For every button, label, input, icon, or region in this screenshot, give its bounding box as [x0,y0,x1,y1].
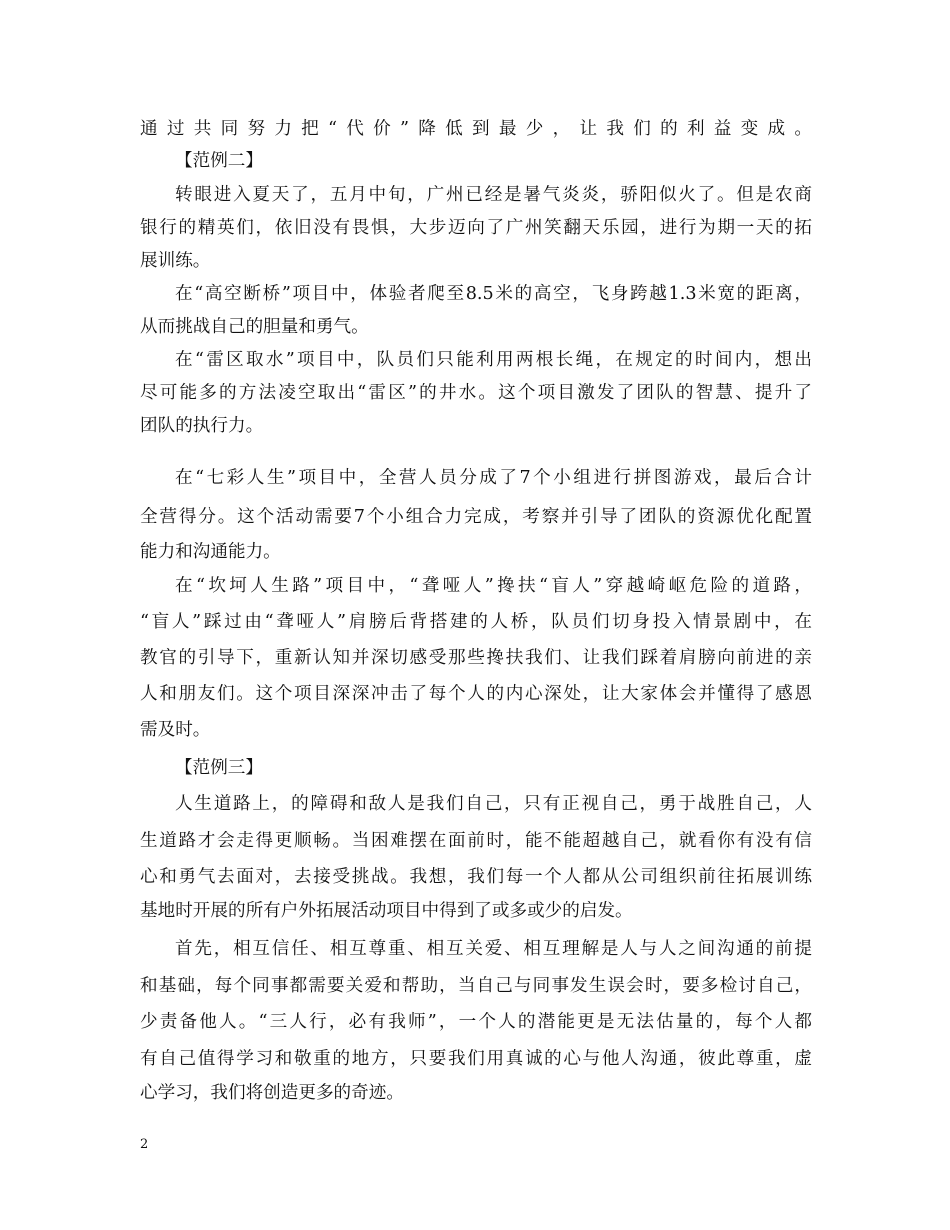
paragraph-line: 首先，相互信任、相互尊重、相互关爱、相互理解是人与人之间沟通的前提 [175,939,812,959]
paragraph-line: 在“雷区取水”项目中，队员们只能利用两根长绳，在规定的时间内，想出 [175,350,812,370]
paragraph-line: 少责备他人。“三人行，必有我师”，一个人的潜能更是无法估量的，每个人都 [140,1012,812,1032]
paragraph-line: 转眼进入夏天了，五月中旬，广州已经是暑气炎炎，骄阳似火了。但是农商 [175,185,812,205]
paragraph-line: 能力和沟通能力。 [140,542,281,562]
paragraph-line: 人和朋友们。这个项目深深冲击了每个人的内心深处，让大家体会并懂得了感恩 [140,684,812,704]
paragraph-line: 教官的引导下，重新认知并深切感受那些搀扶我们、让我们踩着肩膀向前进的亲 [140,648,812,668]
paragraph-line: 全营得分。这个活动需要7个小组合力完成，考察并引导了团队的资源优化配置 [140,507,812,527]
paragraph-line: 银行的精英们，依旧没有畏惧，大步迈向了广州笑翻天乐园，进行为期一天的拓 [140,218,812,238]
paragraph-line: 心和勇气去面对，去接受挑战。我想，我们每一个人都从公司组织前往拓展训练 [140,867,812,887]
paragraph-line: 和基础，每个同事都需要关爱和帮助，当自己与同事发生误会时，要多检讨自己， [140,976,812,996]
paragraph-line: 在“坎坷人生路”项目中，“聋哑人”搀扶“盲人”穿越崎岖危险的道路， [175,576,812,596]
paragraph-line: 有自己值得学习和敬重的地方，只要我们用真诚的心与他人沟通，彼此尊重，虚 [140,1049,812,1069]
paragraph-line: 尽可能多的方法凌空取出“雷区”的井水。这个项目激发了团队的智慧、提升了 [140,383,812,403]
paragraph-line: 通过共同努力把“代价”降低到最少，让我们的利益变成。 [140,119,812,139]
paragraph-line: 心学习，我们将创造更多的奇迹。 [140,1083,404,1103]
paragraph-line: 在“高空断桥”项目中，体验者爬至8.5米的高空，飞身跨越1.3米宽的距离， [175,284,812,304]
paragraph-line: 人生道路上，的障碍和敌人是我们自己，只有正视自己，勇于战胜自己，人 [175,794,812,814]
section-heading: 【范例二】 [175,151,263,171]
paragraph-line: 基地时开展的所有户外拓展活动项目中得到了或多或少的启发。 [140,901,633,921]
paragraph-line: 需及时。 [140,720,211,740]
paragraph-line: 团队的执行力。 [140,416,264,436]
paragraph-line: 生道路才会走得更顺畅。当困难摆在面前时，能不能超越自己，就看你有没有信 [140,831,812,851]
paragraph-line: 在“七彩人生”项目中，全营人员分成了7个小组进行拼图游戏，最后合计 [175,468,812,488]
paragraph-line: 展训练。 [140,251,211,271]
section-heading: 【范例三】 [175,758,263,778]
page-number: 2 [140,1137,149,1152]
paragraph-line: “盲人”踩过由“聋哑人”肩膀后背搭建的人桥，队员们切身投入情景剧中，在 [140,612,812,632]
paragraph-line: 从而挑战自己的胆量和勇气。 [140,317,369,337]
